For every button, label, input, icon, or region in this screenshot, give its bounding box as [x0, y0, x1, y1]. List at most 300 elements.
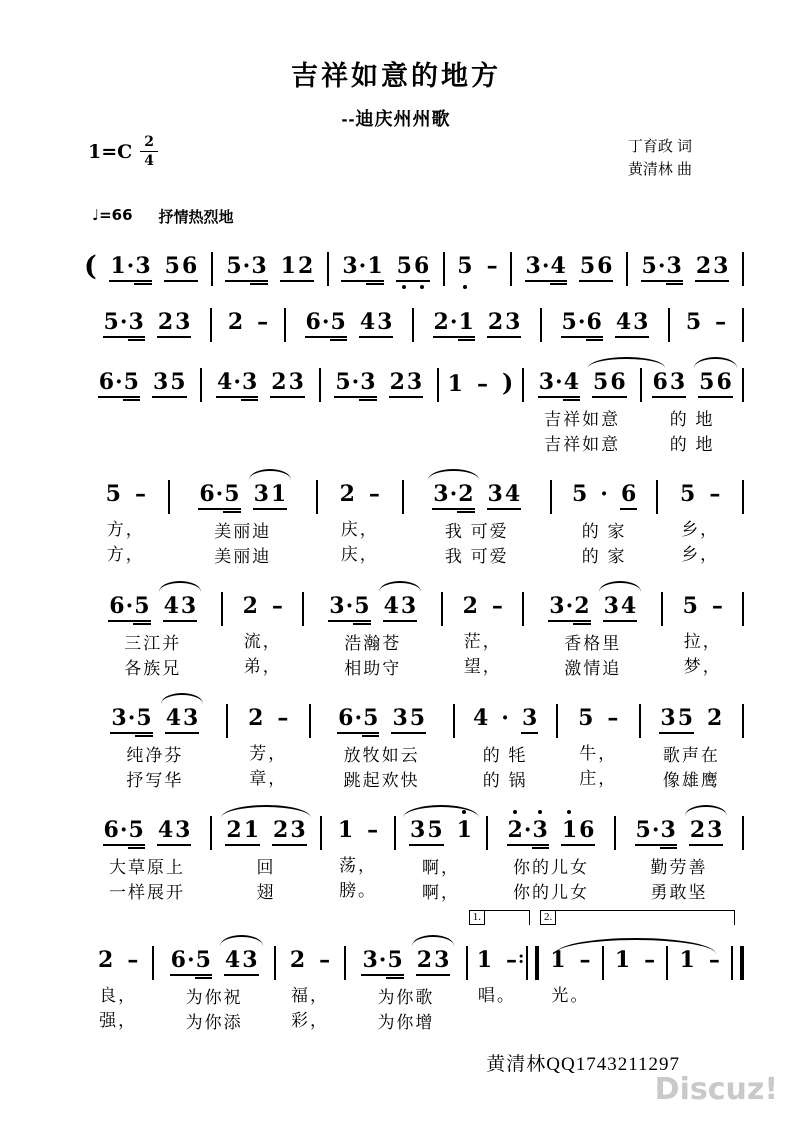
note-char: –	[715, 308, 727, 335]
notation-row	[276, 935, 344, 983]
lyric-text-v2: 的 地	[669, 434, 715, 454]
composer-credit: 黄清林 曲	[627, 161, 692, 179]
note-char: ·	[128, 706, 136, 734]
note-char: 6	[170, 948, 187, 976]
note-char: 6	[98, 370, 115, 398]
note-token	[447, 372, 464, 398]
note-token	[318, 948, 331, 974]
note-char: 1	[337, 816, 354, 843]
note-token	[505, 948, 518, 974]
note-char: 3	[341, 254, 358, 282]
lyric-text-v2: 梦，	[683, 656, 722, 676]
note-char: –	[134, 480, 146, 507]
barline-repeat	[526, 946, 539, 980]
note-char: 3	[180, 594, 197, 622]
note-token	[620, 482, 637, 510]
measure	[321, 357, 437, 457]
measure	[552, 469, 657, 569]
lyric-text-v2	[468, 1008, 526, 1033]
lyric-text-v1: 光。	[551, 985, 590, 1005]
note-char: 1	[243, 818, 260, 846]
note-char: ·	[379, 948, 387, 976]
note-char: –	[709, 480, 721, 507]
measure	[455, 693, 556, 793]
note-token	[714, 310, 727, 336]
lyric-text-v2	[604, 1008, 667, 1033]
notation-row	[604, 935, 667, 983]
note-char: ·	[322, 310, 330, 338]
slur-arc	[685, 805, 728, 816]
note-char: 2	[227, 308, 244, 335]
note-token	[432, 482, 474, 510]
note-char: –	[127, 946, 139, 973]
note-token	[170, 948, 212, 976]
note-token	[606, 706, 619, 732]
note-char: 1	[366, 254, 383, 282]
measure	[202, 357, 318, 457]
note-char: 2	[416, 948, 433, 976]
note-char: 1	[458, 310, 475, 338]
notation-row	[154, 935, 274, 985]
lyric-text-v1: 的 家	[581, 521, 627, 541]
barline-final	[731, 946, 744, 980]
note-char: 5	[561, 310, 578, 338]
note-token	[561, 818, 596, 846]
notation-row	[552, 469, 657, 519]
note-token	[337, 706, 379, 734]
note-token	[549, 948, 566, 974]
measure	[346, 935, 466, 1035]
note-char: 2	[270, 370, 287, 398]
note-token	[152, 370, 187, 398]
score-line	[84, 357, 744, 457]
note-char: ·	[346, 594, 354, 622]
lyric-text-v1: 福，	[291, 985, 330, 1005]
measure	[84, 693, 226, 793]
lyric-text-v2: 像雄鹰	[662, 770, 720, 790]
note-char: 2	[462, 592, 478, 619]
note-char: –	[579, 946, 591, 973]
notation-row	[445, 241, 510, 289]
note-char: 3	[152, 370, 169, 398]
song-subtitle: --迪庆州州歌	[341, 109, 451, 129]
note-char: 4	[615, 310, 632, 338]
lyric-text-v2: 望，	[463, 656, 502, 676]
note-char: 2	[272, 818, 289, 846]
note-token	[368, 482, 381, 508]
lyric-text-v2: 激情追	[564, 658, 622, 678]
note-char: 5	[578, 704, 594, 731]
note-token	[224, 948, 259, 976]
note-token	[711, 594, 724, 620]
note-token	[108, 594, 150, 622]
notation-row	[228, 693, 309, 741]
note-token	[328, 594, 370, 622]
note-token	[600, 482, 608, 508]
note-token	[289, 948, 306, 974]
note-token	[216, 370, 258, 398]
note-char: ·	[233, 370, 241, 398]
note-token	[157, 310, 192, 338]
notation-row	[202, 357, 318, 407]
lyric-text-v2: 为你增	[377, 1012, 435, 1032]
note-token	[334, 370, 376, 398]
note-char: 3	[666, 254, 683, 282]
measure	[616, 805, 742, 905]
note-char: ·	[501, 704, 509, 731]
measure	[304, 581, 441, 681]
notation-row	[542, 297, 668, 347]
note-char: 5	[105, 480, 121, 507]
note-char: –	[257, 308, 269, 335]
note-char: 6	[596, 254, 613, 282]
note-char: 3	[400, 594, 417, 622]
note-char: 1	[270, 482, 287, 510]
measure	[512, 241, 626, 291]
measure	[642, 357, 742, 457]
note-char: 4	[359, 310, 376, 338]
barline	[742, 816, 744, 850]
measure	[223, 581, 302, 679]
note-char: 2	[389, 370, 406, 398]
note-char: 5	[682, 592, 698, 619]
lyric-text-v1: 大草原上	[109, 857, 185, 877]
note-token	[579, 254, 614, 282]
note-char: 5	[334, 370, 351, 398]
notation-row	[628, 241, 742, 291]
note-char: 3	[432, 482, 449, 510]
note-token	[396, 254, 431, 282]
lyric-text-v1: 勤劳善	[650, 857, 708, 877]
note-char: ·	[187, 948, 195, 976]
note-char: 5	[641, 254, 658, 282]
measure	[539, 935, 602, 1033]
note-char: 6	[198, 482, 215, 510]
note-char: 5	[225, 254, 242, 282]
lyric-text-v2	[202, 432, 318, 457]
notation-row	[84, 469, 168, 517]
lyric-text-v2: 美丽迪	[214, 546, 272, 566]
note-char: ·	[120, 818, 128, 846]
footer-credit: 黄清林QQ1743211297	[486, 1053, 680, 1075]
notation-row	[670, 297, 742, 345]
note-char: 5	[195, 948, 212, 976]
lyric-text-v1: 良，	[99, 985, 138, 1005]
slur-arc	[249, 469, 292, 480]
note-char: 4	[620, 594, 637, 622]
note-token	[339, 482, 356, 508]
lyric-text-v2	[539, 1008, 602, 1033]
lyric-text-v2: 各族兄	[124, 658, 182, 678]
note-char: 2	[707, 704, 723, 731]
key-label: 1=C	[88, 140, 133, 163]
lyric-text-v2: 庄，	[579, 768, 618, 788]
notation-row	[213, 241, 327, 291]
song-title: 吉祥如意的地方	[291, 61, 501, 91]
note-char: 4	[216, 370, 233, 398]
note-char: 3	[487, 482, 504, 510]
note-char: 5	[677, 706, 694, 734]
note-char: 2	[242, 592, 258, 619]
note-char: 3	[250, 254, 267, 282]
lyric-text-v2	[321, 432, 437, 457]
notation-row	[642, 357, 742, 407]
note-char: 2	[339, 480, 355, 507]
notation-row	[658, 469, 742, 517]
lyric-text-v2: 吉祥如意	[544, 434, 621, 454]
credits	[628, 135, 692, 182]
note-char: 5	[685, 308, 702, 335]
note-char: 6	[305, 310, 322, 338]
note-token	[256, 310, 269, 336]
note-char: ·	[658, 254, 666, 282]
discuz-watermark: Discuz!	[654, 1072, 778, 1107]
barline	[742, 368, 744, 402]
notation-row	[170, 469, 316, 519]
note-char: 4	[383, 594, 400, 622]
measure	[542, 297, 668, 347]
lyric-text-v1: 拉，	[683, 631, 722, 651]
note-token	[579, 948, 592, 974]
notation-row	[84, 693, 226, 743]
note-char: 1	[109, 254, 126, 282]
note-char: ·	[578, 310, 586, 338]
notation-row	[322, 805, 394, 853]
time-signature-top: 2	[140, 135, 158, 152]
notation-row	[414, 297, 540, 347]
measure	[97, 241, 211, 291]
note-char: –	[486, 252, 498, 279]
note-token	[491, 594, 504, 620]
time-signature	[140, 135, 158, 168]
lyric-text-v1: 的 牦	[482, 745, 528, 765]
note-token	[462, 594, 479, 620]
measure	[524, 581, 661, 681]
lyric-text-v2	[668, 1008, 731, 1033]
notation-row	[318, 469, 402, 517]
note-token	[98, 370, 140, 398]
note-token	[698, 370, 733, 398]
note-token	[708, 948, 721, 974]
note-char: 6	[181, 254, 198, 282]
barline	[742, 252, 744, 286]
measure	[212, 805, 320, 905]
note-token	[603, 594, 638, 622]
measure	[443, 581, 522, 679]
ending-2-group	[539, 910, 744, 1033]
lyric-text-v1: 啊，	[422, 857, 460, 877]
note-token	[708, 482, 721, 508]
ending-1-group	[468, 910, 539, 1033]
note-char: ·	[555, 370, 563, 398]
note-char: –	[367, 816, 379, 843]
note-token	[270, 370, 305, 398]
note-token	[383, 594, 418, 622]
note-char: 3	[548, 594, 565, 622]
notation-row	[404, 469, 550, 519]
note-char: –	[708, 946, 720, 973]
note-char: 5	[169, 370, 186, 398]
note-token	[242, 594, 259, 620]
note-token	[109, 254, 151, 282]
measure	[318, 469, 402, 567]
lyric-text-v1: 牛，	[579, 743, 618, 763]
note-char: ·	[216, 482, 224, 510]
note-char: 5	[223, 482, 240, 510]
lyric-text-v1: 芳，	[249, 743, 288, 763]
lyric-text-v2: 为你添	[185, 1012, 243, 1032]
notation-row	[84, 805, 210, 855]
measure	[670, 297, 742, 345]
note-token	[225, 254, 267, 282]
note-char: 1	[476, 946, 493, 973]
ending-label: 1.	[469, 910, 485, 925]
note-char: 4	[550, 254, 567, 282]
note-token	[682, 594, 699, 620]
lyric-text-v2: 我 可爱	[444, 546, 509, 566]
note-token	[456, 818, 473, 844]
note-char: 6	[337, 706, 354, 734]
note-char: ·	[126, 594, 134, 622]
lyric-text-v1: 回	[256, 857, 276, 877]
lyric-text-v1: 方，	[106, 519, 145, 539]
note-token	[227, 310, 244, 336]
notation-row	[223, 581, 302, 629]
lyric-text-v2: 翅	[256, 882, 276, 902]
notation-row	[84, 297, 210, 347]
score-line	[84, 297, 744, 347]
note-char: 5	[635, 818, 652, 846]
note-token	[305, 310, 347, 338]
note-token	[456, 254, 473, 280]
note-char: ·	[115, 370, 123, 398]
note-char: 3	[433, 948, 450, 976]
note-char: 2	[433, 310, 450, 338]
lyric-text-v1: 流，	[243, 631, 282, 651]
note-char: 3	[253, 482, 270, 510]
slur-arc	[599, 581, 642, 592]
measure	[628, 241, 742, 291]
notation-row	[84, 357, 200, 407]
note-char: ·	[652, 818, 660, 846]
tempo-marking: ♩=66	[92, 205, 133, 224]
note-token	[361, 948, 403, 976]
note-char: 5	[133, 594, 150, 622]
measure	[641, 693, 742, 793]
note-char: 2	[695, 254, 712, 282]
notation-row	[311, 693, 453, 743]
note-token	[134, 482, 147, 508]
note-char: 5	[123, 370, 140, 398]
note-char: 6	[715, 370, 732, 398]
note-token	[105, 482, 122, 508]
note-token	[247, 706, 264, 732]
note-char: 2	[225, 818, 242, 846]
note-char: 5	[362, 706, 379, 734]
lyric-text-v1: 纯净芬	[126, 745, 184, 765]
note-char: 3	[328, 594, 345, 622]
measure	[663, 581, 742, 679]
note-token	[501, 706, 509, 732]
note-char: ·	[450, 482, 458, 510]
note-char: 3	[359, 370, 376, 398]
notation-row	[663, 581, 742, 629]
score-line	[84, 581, 744, 681]
lyric-text-v2: 强，	[99, 1010, 138, 1030]
slur-arc	[161, 693, 204, 704]
notation-row	[84, 935, 152, 983]
note-char: –	[491, 592, 503, 619]
measure	[604, 935, 667, 1033]
notation-row	[321, 357, 437, 407]
note-token	[103, 310, 145, 338]
note-char: 4	[157, 818, 174, 846]
lyric-text-v2: 的 锅	[482, 770, 528, 790]
note-token	[679, 482, 696, 508]
note-token	[592, 370, 627, 398]
notation-row	[212, 297, 284, 345]
note-token	[472, 706, 489, 732]
note-token	[561, 310, 603, 338]
slur-arc	[221, 805, 312, 818]
note-char: ·	[359, 254, 367, 282]
notation-row	[455, 693, 556, 743]
measure	[212, 297, 284, 345]
key-signature	[88, 135, 158, 168]
slur-arc	[220, 935, 263, 946]
lyric-text-v1: 乡，	[681, 519, 720, 539]
notation-row	[443, 581, 522, 629]
note-token	[476, 948, 493, 974]
lyric-text-v2: 弟，	[243, 656, 282, 676]
note-char: ·	[243, 254, 251, 282]
note-token	[577, 706, 594, 732]
note-token	[659, 706, 694, 734]
measure	[558, 693, 639, 791]
lyric-text-v1: 放牧如云	[343, 745, 420, 765]
note-char: –	[644, 946, 656, 973]
note-token	[641, 254, 683, 282]
notation-row	[524, 357, 640, 407]
note-char: 4	[163, 594, 180, 622]
note-char: )	[501, 367, 514, 397]
note-char: 3	[669, 370, 686, 398]
note-char: 3	[391, 706, 408, 734]
note-char: 6	[578, 818, 595, 846]
slur-arc	[428, 469, 478, 480]
note-char: 4	[224, 948, 241, 976]
note-token	[103, 818, 145, 846]
measure	[311, 693, 453, 793]
lyric-text-v1: 唱。	[477, 985, 516, 1005]
lyric-text-v1: 美丽迪	[214, 521, 272, 541]
lyric-text-v2: 乡，	[681, 544, 720, 564]
note-char: –	[277, 704, 289, 731]
measure	[276, 935, 344, 1033]
measure	[228, 693, 309, 791]
barline	[742, 480, 744, 514]
note-char: 3	[110, 706, 127, 734]
notation-row	[346, 935, 466, 985]
note-char: 1	[447, 370, 463, 397]
note-char: ·	[542, 254, 550, 282]
note-char: ·	[566, 594, 574, 622]
note-char: 3	[521, 706, 538, 734]
note-char: 5	[592, 370, 609, 398]
note-token	[253, 482, 288, 510]
note-token	[476, 372, 489, 398]
note-char: 3	[525, 254, 542, 282]
